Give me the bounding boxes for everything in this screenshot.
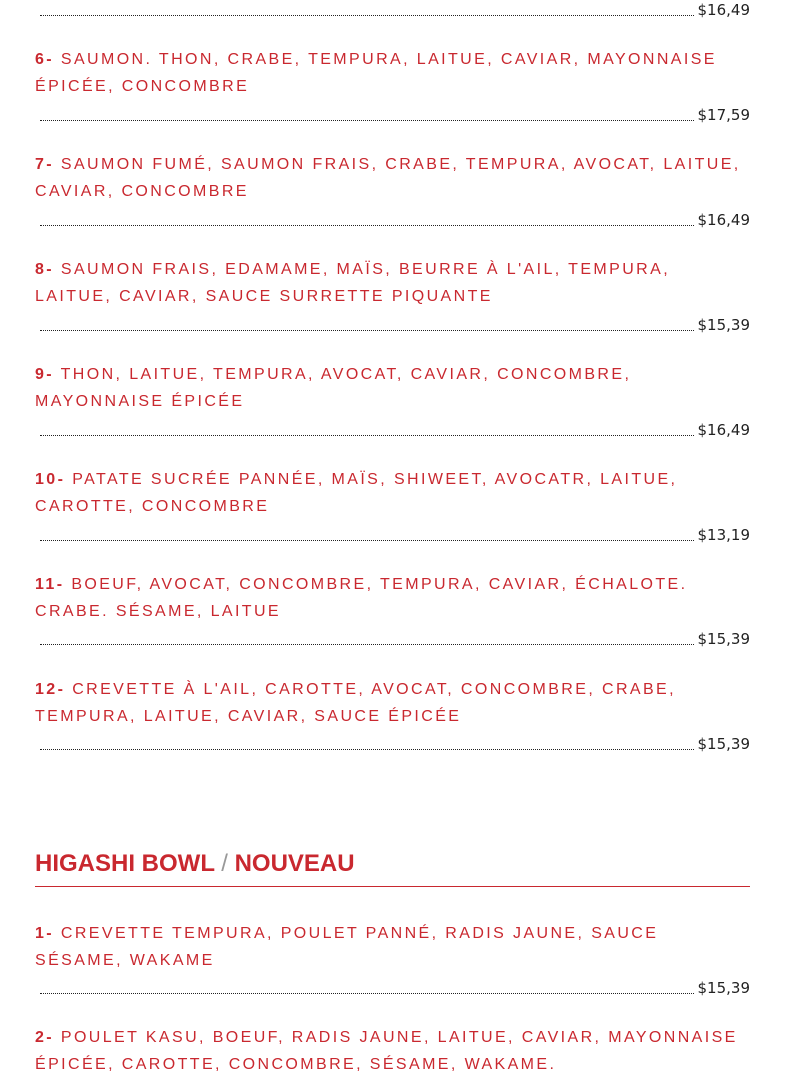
menu-item-8 <box>35 256 750 310</box>
item-price: $16,49 <box>697 421 750 439</box>
item-number: 11- <box>35 576 65 593</box>
item-number: 2- <box>35 1029 55 1046</box>
price-line <box>40 420 750 440</box>
dot-leader <box>40 225 694 226</box>
menu-item-9 <box>35 361 750 415</box>
item-price: $15,39 <box>697 735 750 753</box>
price-line <box>40 315 750 335</box>
item-description: SAUMON FUMÉ, SAUMON FRAIS, CRABE, TEMPURA, AVOCAT, LAITUE, CAVIAR, CONCOMBRE <box>35 156 741 200</box>
item-number: 9- <box>35 366 55 383</box>
item-number: 12- <box>35 681 66 698</box>
bowl-item-1 <box>35 920 750 974</box>
menu-item-10 <box>35 466 750 520</box>
item-price: $17,59 <box>697 106 750 124</box>
item-price: $16,49 <box>697 211 750 229</box>
menu-item-11 <box>35 571 750 625</box>
item-number: 1- <box>35 925 55 942</box>
price-line <box>40 629 750 649</box>
item-number: 6- <box>35 51 55 68</box>
dot-leader <box>40 644 694 645</box>
section-title <box>35 848 750 887</box>
item-description: THON, LAITUE, TEMPURA, AVOCAT, CAVIAR, CONCOMBRE, MAYONNAISE ÉPICÉE <box>35 366 632 410</box>
item-description: SAUMON FRAIS, EDAMAME, MAÏS, BEURRE À L'AIL, TEMPURA, LAITUE, CAVIAR, SAUCE SURRETTE PIQUANTE <box>35 261 671 305</box>
dot-leader <box>40 15 694 16</box>
menu-item-6 <box>35 46 750 100</box>
dot-leader <box>40 749 694 750</box>
item-number: 10- <box>35 471 66 488</box>
price-line <box>40 210 750 230</box>
item-price: $13,19 <box>697 526 750 544</box>
item-description: CREVETTE TEMPURA, POULET PANNÉ, RADIS JAUNE, SAUCE SÉSAME, WAKAME <box>35 925 659 969</box>
item-description: POULET KASU, BOEUF, RADIS JAUNE, LAITUE, CAVIAR, MAYONNAISE ÉPICÉE, CAROTTE, CONCOMBRE, SÉSAME, WAKAME. <box>35 1029 738 1073</box>
item-description: CREVETTE À L'AIL, CAROTTE, AVOCAT, CONCOMBRE, CRABE, TEMPURA, LAITUE, CAVIAR, SAUCE ÉPICÉE <box>35 681 676 725</box>
item-price: $15,39 <box>697 630 750 648</box>
price-line <box>40 105 750 125</box>
item-price: $16,49 <box>697 1 750 19</box>
bowl-item-2 <box>35 1024 750 1078</box>
item-number: 8- <box>35 261 55 278</box>
item-description: SAUMON. THON, CRABE, TEMPURA, LAITUE, CAVIAR, MAYONNAISE ÉPICÉE, CONCOMBRE <box>35 51 717 95</box>
section-title-main: HIGASHI BOWL <box>35 850 215 877</box>
menu-item-12 <box>35 676 750 730</box>
item-price: $15,39 <box>697 316 750 334</box>
dot-leader <box>40 330 694 331</box>
price-line <box>40 525 750 545</box>
menu-item-7 <box>35 151 750 205</box>
item-number: 7- <box>35 156 55 173</box>
price-line <box>40 734 750 754</box>
dot-leader <box>40 120 694 121</box>
item-description: BOEUF, AVOCAT, CONCOMBRE, TEMPURA, CAVIAR, ÉCHALOTE. CRABE. SÉSAME, LAITUE <box>35 576 688 620</box>
item-description: PATATE SUCRÉE PANNÉE, MAÏS, SHIWEET, AVOCATR, LAITUE, CAROTTE, CONCOMBRE <box>35 471 678 515</box>
dot-leader <box>40 540 694 541</box>
dot-leader <box>40 993 694 994</box>
section-title-sub: NOUVEAU <box>234 850 355 877</box>
dot-leader <box>40 435 694 436</box>
item-price: $15,39 <box>697 979 750 997</box>
section-title-separator: / <box>221 850 228 877</box>
price-line <box>40 978 750 998</box>
price-line <box>40 0 750 20</box>
